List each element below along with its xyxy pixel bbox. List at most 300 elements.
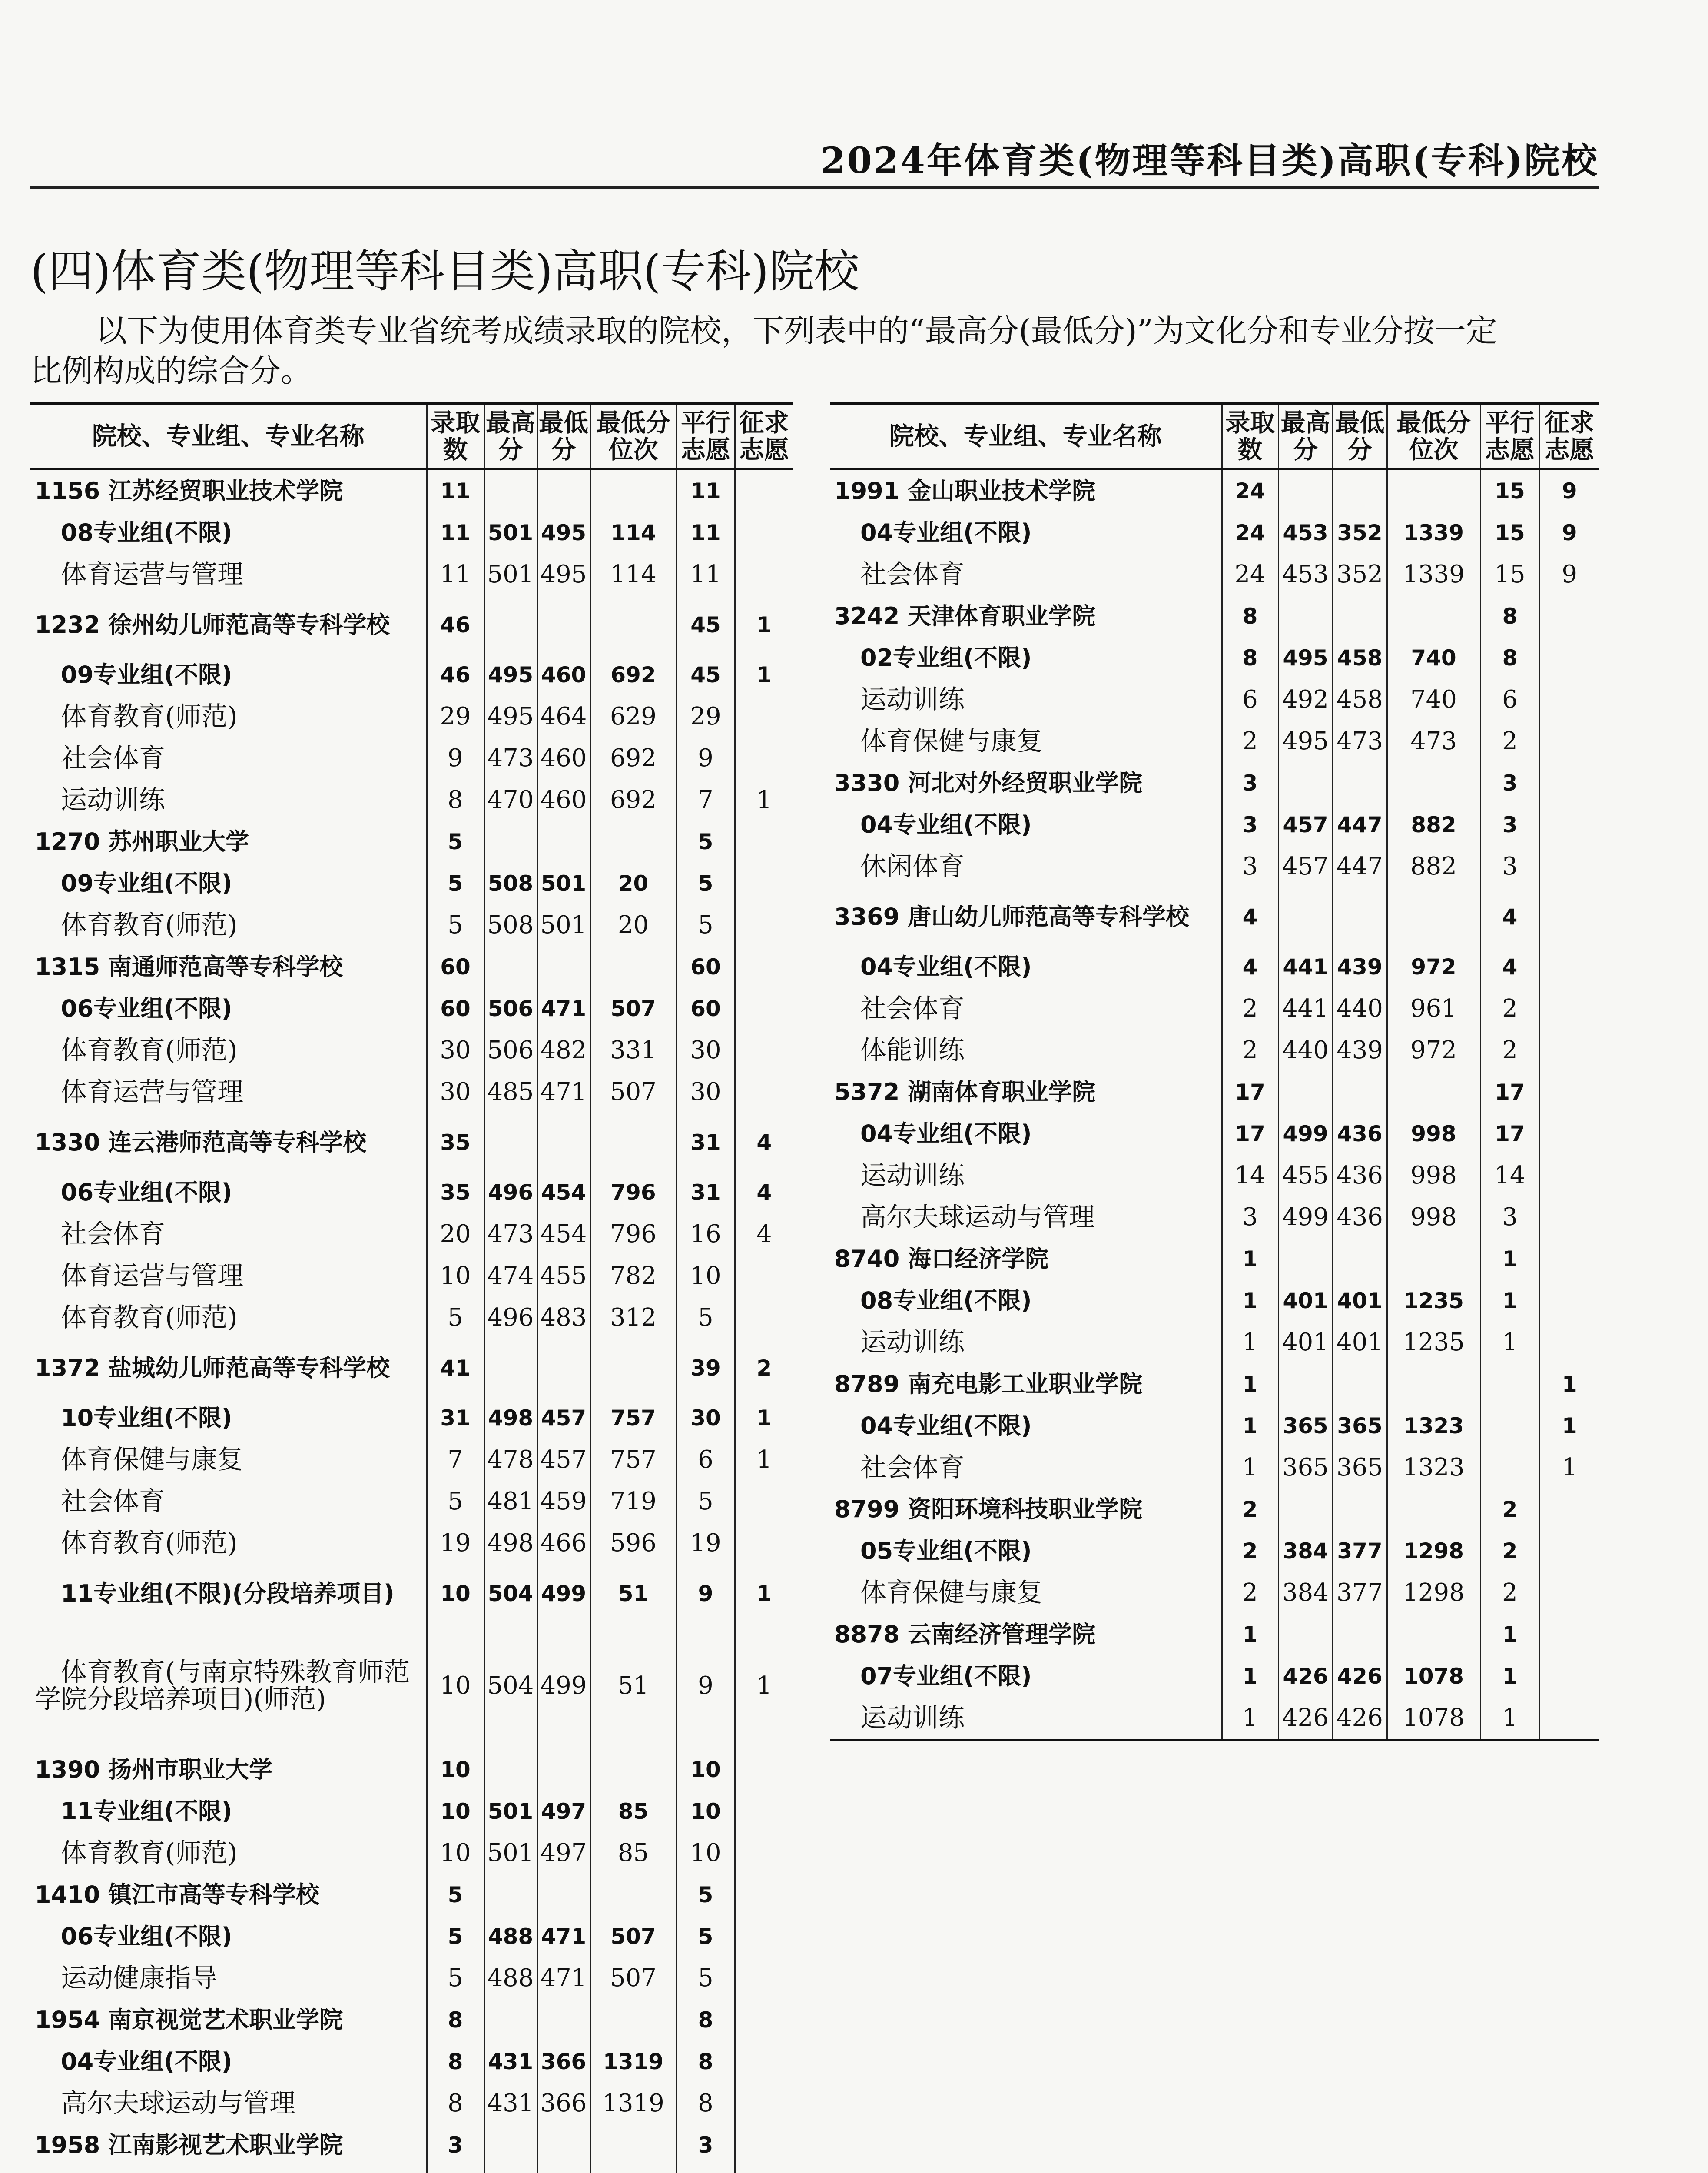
cell-parallel: 5 <box>677 904 735 946</box>
cell-min: 495 <box>537 512 590 554</box>
cell-solicit <box>735 1999 793 2041</box>
cell-solicit: 4 <box>756 1180 772 1205</box>
cell-admit: 11 <box>427 512 484 554</box>
major-row <box>30 1297 793 1339</box>
cell-rank: 507 <box>590 1071 677 1113</box>
cell-max: 498 <box>484 1522 537 1564</box>
cell-min: 501 <box>537 863 590 904</box>
cell-min: 460 <box>537 779 590 821</box>
col-header-name: 院校、专业组、专业名称 <box>30 404 427 469</box>
cell-admit: 1 <box>1222 1697 1278 1740</box>
group-name: 04专业组(不限) <box>830 1405 1222 1447</box>
cell-max: 506 <box>484 988 537 1030</box>
cell-admit: 19 <box>427 1522 484 1564</box>
group-row <box>30 1916 793 1957</box>
school-name: 8799 资阳环境科技职业学院 <box>830 1489 1222 1530</box>
cell-min <box>537 2124 590 2166</box>
cell-max: 504 <box>484 1564 537 1623</box>
cell-admit: 10 <box>427 1255 484 1297</box>
school-row <box>830 1071 1599 1113</box>
cell-parallel: 2 <box>1480 1530 1539 1572</box>
cell-max <box>1278 595 1333 637</box>
cell-solicit: 1 <box>1562 1372 1577 1397</box>
school-name: 1232 徐州幼儿师范高等专科学校 <box>30 595 427 654</box>
cell-admit: 9 <box>427 738 484 779</box>
group-row <box>830 946 1599 988</box>
cell-solicit <box>735 904 793 946</box>
cell-min <box>1333 1363 1387 1405</box>
cell-admit: 5 <box>427 821 484 863</box>
cell-parallel: 11 <box>677 554 735 595</box>
cell-solicit <box>1539 1655 1599 1697</box>
cell-max: 495 <box>1278 721 1333 762</box>
cell-max: 431 <box>484 2083 537 2124</box>
cell-rank: 972 <box>1387 1030 1480 1071</box>
cell-solicit: 1 <box>756 1445 772 1474</box>
cell-min: 457 <box>537 1439 590 1481</box>
cell-solicit: 1 <box>756 1405 772 1431</box>
cell-admit: 8 <box>1222 595 1278 637</box>
cell-min: 366 <box>537 2083 590 2124</box>
cell-parallel: 2 <box>1480 1489 1539 1530</box>
cell-solicit <box>735 863 793 904</box>
cell-max <box>484 2124 537 2166</box>
cell-rank: 692 <box>590 654 677 696</box>
cell-parallel: 10 <box>677 1255 735 1297</box>
cell-parallel: 16 <box>677 1213 735 1255</box>
cell-rank <box>1387 1489 1480 1530</box>
cell-solicit: 1 <box>756 786 772 814</box>
cell-rank: 51 <box>590 1623 677 1749</box>
cell-solicit <box>1539 1614 1599 1655</box>
group-row <box>830 804 1599 846</box>
group-row <box>30 654 793 696</box>
cell-rank: 51 <box>590 1564 677 1623</box>
cell-parallel: 9 <box>677 738 735 779</box>
cell-solicit <box>1539 988 1599 1030</box>
school-row <box>830 595 1599 637</box>
cell-min: 377 <box>1333 1572 1387 1614</box>
cell-max: 453 <box>1278 554 1333 595</box>
cell-max <box>484 1339 537 1397</box>
cell-solicit <box>1539 637 1599 679</box>
cell-admit: 20 <box>427 1213 484 1255</box>
major-row <box>30 1522 793 1564</box>
cell-solicit <box>735 1832 793 1874</box>
col-header-solicit: 征求 志愿 <box>1539 404 1599 469</box>
cell-solicit: 4 <box>756 1130 772 1155</box>
cell-max <box>484 469 537 512</box>
cell-admit: 3 <box>1222 846 1278 887</box>
cell-max: 473 <box>484 738 537 779</box>
group-row <box>830 1113 1599 1155</box>
cell-max: 384 <box>1278 1572 1333 1614</box>
admission-table-right <box>830 402 1599 1741</box>
cell-rank: 1078 <box>1387 1655 1480 1697</box>
cell-max <box>484 1749 537 1791</box>
major-name: 运动训练 <box>830 1697 1222 1740</box>
cell-parallel: 17 <box>1480 1071 1539 1113</box>
cell-rank: 1078 <box>1387 1697 1480 1740</box>
major-name: 体育教育(师范) <box>30 696 427 738</box>
cell-min: 436 <box>1333 1113 1387 1155</box>
cell-solicit <box>1539 1071 1599 1113</box>
cell-rank: 1323 <box>1387 1447 1480 1489</box>
cell-parallel: 15 <box>1480 512 1539 554</box>
major-name: 社会体育 <box>830 988 1222 1030</box>
cell-min: 473 <box>1333 721 1387 762</box>
cell-admit: 17 <box>1222 1113 1278 1155</box>
cell-rank <box>1387 1614 1480 1655</box>
cell-max <box>484 2166 537 2173</box>
school-row <box>830 469 1599 512</box>
major-name: 社会体育 <box>830 1447 1222 1489</box>
school-row <box>30 1749 793 1791</box>
cell-max: 501 <box>484 512 537 554</box>
cell-max <box>1278 1071 1333 1113</box>
cell-solicit <box>1539 762 1599 804</box>
cell-solicit <box>1539 887 1599 946</box>
school-name: 1390 扬州市职业大学 <box>30 1749 427 1791</box>
cell-solicit <box>1539 1155 1599 1196</box>
major-name: 社会体育 <box>30 738 427 779</box>
cell-max <box>1278 1238 1333 1280</box>
cell-rank <box>1387 887 1480 946</box>
cell-min: 365 <box>1333 1447 1387 1489</box>
cell-admit: 31 <box>427 1397 484 1439</box>
col-header-max: 最高 分 <box>484 404 537 469</box>
cell-min: 460 <box>537 654 590 696</box>
cell-min: 499 <box>537 1564 590 1623</box>
cell-solicit <box>1539 595 1599 637</box>
cell-min: 499 <box>537 1623 590 1749</box>
cell-parallel: 1 <box>1480 1322 1539 1363</box>
cell-solicit <box>735 696 793 738</box>
cell-admit: 4 <box>1222 887 1278 946</box>
cell-solicit <box>1539 1113 1599 1155</box>
cell-parallel: 1 <box>1480 1655 1539 1697</box>
cell-min: 458 <box>1333 637 1387 679</box>
cell-admit: 8 <box>427 1999 484 2041</box>
group-row <box>830 1530 1599 1572</box>
cell-solicit: 1 <box>756 612 772 638</box>
cell-min <box>537 821 590 863</box>
cell-admit <box>427 2166 484 2173</box>
cell-admit: 2 <box>1222 1530 1278 1572</box>
cell-parallel: 10 <box>677 1749 735 1791</box>
group-name: 10专业组(不限) <box>30 1397 427 1439</box>
cell-min: 366 <box>537 2041 590 2083</box>
cell-max: 496 <box>484 1172 537 1213</box>
cell-parallel <box>1480 1447 1539 1489</box>
major-row <box>30 1071 793 1113</box>
major-row <box>830 1196 1599 1238</box>
cell-rank: 998 <box>1387 1155 1480 1196</box>
school-row <box>830 762 1599 804</box>
cell-min <box>537 2166 590 2173</box>
cell-rank: 85 <box>590 1791 677 1832</box>
cell-admit: 10 <box>427 1832 484 1874</box>
cell-solicit <box>1539 1530 1599 1572</box>
cell-solicit <box>1539 721 1599 762</box>
cell-parallel: 5 <box>677 863 735 904</box>
school-name: 3242 天津体育职业学院 <box>830 595 1222 637</box>
cell-admit: 5 <box>427 863 484 904</box>
cell-min: 471 <box>537 1916 590 1957</box>
cell-solicit: 1 <box>1562 1453 1578 1482</box>
school-row <box>830 1614 1599 1655</box>
cell-min: 426 <box>1333 1697 1387 1740</box>
cell-admit: 5 <box>427 1957 484 1999</box>
cell-rank: 20 <box>590 863 677 904</box>
cell-admit: 2 <box>1222 721 1278 762</box>
col-header-parallel: 平行 志愿 <box>1480 404 1539 469</box>
cell-solicit: 1 <box>756 1581 772 1606</box>
school-name: 8740 海口经济学院 <box>830 1238 1222 1280</box>
cell-solicit <box>735 1957 793 1999</box>
cell-solicit <box>1539 1572 1599 1614</box>
cell-rank: 796 <box>590 1213 677 1255</box>
major-row <box>30 1255 793 1297</box>
school-name: 1410 镇江市高等专科学校 <box>30 1874 427 1916</box>
cell-admit: 7 <box>427 1439 484 1481</box>
cell-parallel: 5 <box>677 1481 735 1522</box>
cell-max: 495 <box>484 696 537 738</box>
cell-max: 440 <box>1278 1030 1333 1071</box>
school-name: 1958 江南影视艺术职业学院 <box>30 2124 427 2166</box>
major-row <box>30 1957 793 1999</box>
major-name: 体育教育(与南京特殊教育师范学院分段培养项目)(师范) <box>30 1623 427 1749</box>
major-name: 运动健康指导 <box>30 1957 427 1999</box>
group-name: 07专业组(不限) <box>830 1655 1222 1697</box>
cell-min: 457 <box>537 1397 590 1439</box>
cell-min: 436 <box>1333 1155 1387 1196</box>
cell-min: 439 <box>1333 946 1387 988</box>
cell-min <box>1333 762 1387 804</box>
cell-solicit <box>1539 1280 1599 1322</box>
running-header-title: 2024年体育类(物理等科目类)高职(专科)院校 <box>820 140 1599 182</box>
cell-admit: 5 <box>427 1916 484 1957</box>
cell-max <box>1278 762 1333 804</box>
cell-rank: 692 <box>590 779 677 821</box>
group-row <box>30 2041 793 2083</box>
cell-admit: 60 <box>427 988 484 1030</box>
cell-admit: 11 <box>427 554 484 595</box>
cell-parallel: 5 <box>677 1916 735 1957</box>
major-name: 体育运营与管理 <box>30 1255 427 1297</box>
cell-admit: 24 <box>1222 554 1278 595</box>
cell-admit: 8 <box>1222 637 1278 679</box>
cell-parallel: 30 <box>677 1030 735 1071</box>
school-name: 1156 江苏经贸职业技术学院 <box>30 469 427 512</box>
cell-admit: 29 <box>427 696 484 738</box>
group-name: 04专业组(不限) <box>830 946 1222 988</box>
cell-rank <box>590 1874 677 1916</box>
cell-parallel: 6 <box>1480 679 1539 721</box>
cell-admit: 5 <box>427 1297 484 1339</box>
cell-parallel: 45 <box>677 654 735 696</box>
cell-parallel: 15 <box>1480 469 1539 512</box>
cell-solicit <box>735 1522 793 1564</box>
cell-rank <box>590 2166 677 2173</box>
cell-max: 492 <box>1278 679 1333 721</box>
cell-admit: 2 <box>1222 1489 1278 1530</box>
cell-admit: 1 <box>1222 1322 1278 1363</box>
cell-max: 501 <box>484 554 537 595</box>
cell-max: 431 <box>484 2041 537 2083</box>
group-name: 02专业组(不限) <box>830 637 1222 679</box>
cell-min: 460 <box>537 738 590 779</box>
cell-parallel: 10 <box>677 1791 735 1832</box>
cell-min <box>537 1113 590 1172</box>
major-name: 运动训练 <box>830 1155 1222 1196</box>
cell-rank: 1298 <box>1387 1572 1480 1614</box>
cell-admit: 14 <box>1222 1155 1278 1196</box>
cell-min: 483 <box>537 1297 590 1339</box>
cell-parallel: 2 <box>1480 1030 1539 1071</box>
major-name: 体育保健与康复 <box>830 721 1222 762</box>
major-row <box>830 721 1599 762</box>
cell-min <box>537 1874 590 1916</box>
cell-max: 457 <box>1278 804 1333 846</box>
cell-rank: 20 <box>590 904 677 946</box>
major-row <box>30 1213 793 1255</box>
group-name: 04专业组(不限) <box>830 1113 1222 1155</box>
cell-parallel: 9 <box>677 1564 735 1623</box>
cell-solicit <box>735 1030 793 1071</box>
cell-solicit: 9 <box>1562 560 1578 588</box>
cell-solicit <box>1539 804 1599 846</box>
cell-rank <box>590 469 677 512</box>
cell-min: 495 <box>537 554 590 595</box>
cell-max <box>484 946 537 988</box>
school-row <box>830 887 1599 946</box>
cell-admit: 1 <box>1222 1447 1278 1489</box>
cell-rank <box>590 1113 677 1172</box>
group-name: 11专业组(不限) <box>30 1791 427 1832</box>
cell-min: 466 <box>537 1522 590 1564</box>
cell-max: 501 <box>484 1832 537 1874</box>
cell-solicit: 2 <box>756 1355 772 1381</box>
cell-admit: 2 <box>1222 1030 1278 1071</box>
cell-rank: 796 <box>590 1172 677 1213</box>
cell-min <box>537 469 590 512</box>
cell-parallel: 8 <box>677 2041 735 2083</box>
cell-max: 441 <box>1278 988 1333 1030</box>
cell-admit: 35 <box>427 1113 484 1172</box>
cell-parallel: 1 <box>1480 1280 1539 1322</box>
cell-solicit <box>1539 946 1599 988</box>
group-name: 06专业组(不限) <box>30 1172 427 1213</box>
cell-max: 508 <box>484 863 537 904</box>
school-row <box>830 1489 1599 1530</box>
cell-max: 470 <box>484 779 537 821</box>
cell-parallel: 14 <box>1480 1155 1539 1196</box>
cell-rank: 998 <box>1387 1196 1480 1238</box>
cell-rank <box>1387 762 1480 804</box>
cell-parallel: 11 <box>677 512 735 554</box>
cell-rank <box>1387 1363 1480 1405</box>
cell-max: 474 <box>484 1255 537 1297</box>
cell-min: 454 <box>537 1172 590 1213</box>
major-row <box>830 988 1599 1030</box>
col-header-name: 院校、专业组、专业名称 <box>830 404 1222 469</box>
cell-parallel: 7 <box>677 779 735 821</box>
col-header-rank: 最低分 位次 <box>1387 404 1480 469</box>
cell-max <box>484 595 537 654</box>
cell-parallel: 1 <box>1480 1238 1539 1280</box>
group-row <box>30 512 793 554</box>
cell-solicit <box>735 2124 793 2166</box>
cell-admit: 11 <box>427 469 484 512</box>
cell-admit: 1 <box>1222 1655 1278 1697</box>
school-row <box>30 1113 793 1172</box>
cell-max: 401 <box>1278 1322 1333 1363</box>
school-name: 1991 金山职业技术学院 <box>830 469 1222 512</box>
cell-admit: 4 <box>1222 946 1278 988</box>
group-row <box>30 988 793 1030</box>
major-row <box>830 1697 1599 1740</box>
cell-rank: 740 <box>1387 679 1480 721</box>
cell-solicit <box>735 1297 793 1339</box>
major-name: 高尔夫球运动与管理 <box>30 2083 427 2124</box>
cell-rank: 1298 <box>1387 1530 1480 1572</box>
cell-parallel: 10 <box>677 1832 735 1874</box>
cell-rank: 961 <box>1387 988 1480 1030</box>
cell-min: 464 <box>537 696 590 738</box>
cell-admit: 24 <box>1222 469 1278 512</box>
cell-min: 455 <box>537 1255 590 1297</box>
major-row <box>30 1030 793 1071</box>
cell-min: 482 <box>537 1030 590 1071</box>
cell-max: 499 <box>1278 1113 1333 1155</box>
major-name: 体育运营与管理 <box>30 554 427 595</box>
cell-rank: 473 <box>1387 721 1480 762</box>
group-name: 04专业组(不限) <box>30 2041 427 2083</box>
cell-min: 377 <box>1333 1530 1387 1572</box>
group-row <box>30 1397 793 1439</box>
major-row <box>830 1155 1599 1196</box>
cell-parallel: 2 <box>1480 1572 1539 1614</box>
cell-admit: 3 <box>1222 1196 1278 1238</box>
cell-max: 504 <box>484 1623 537 1749</box>
col-header-admit: 录取 数 <box>427 404 484 469</box>
cell-solicit <box>735 1749 793 1791</box>
cell-max: 401 <box>1278 1280 1333 1322</box>
cell-min <box>537 1749 590 1791</box>
cell-rank: 312 <box>590 1297 677 1339</box>
cell-rank: 882 <box>1387 846 1480 887</box>
cell-rank: 757 <box>590 1397 677 1439</box>
cell-rank: 114 <box>590 554 677 595</box>
cell-max: 473 <box>484 1213 537 1255</box>
cell-min: 501 <box>537 904 590 946</box>
group-name: 11专业组(不限)(分段培养项目) <box>30 1564 427 1623</box>
cell-solicit <box>735 512 793 554</box>
cell-rank: 507 <box>590 1957 677 1999</box>
cell-solicit <box>1539 1489 1599 1530</box>
section-intro: 以下为使用体育类专业省统考成绩录取的院校，下列表中的“最高分(最低分)”为文化分和专业分按一定比例构成的综合分。 <box>30 312 1497 389</box>
cell-rank: 782 <box>590 1255 677 1297</box>
cell-parallel: 2 <box>1480 988 1539 1030</box>
cell-solicit: 4 <box>756 1220 772 1248</box>
cell-solicit <box>1539 1697 1599 1740</box>
cell-parallel: 1 <box>1480 1697 1539 1740</box>
cell-parallel <box>677 2166 735 2173</box>
school-row <box>830 1238 1599 1280</box>
cell-parallel <box>1480 1363 1539 1405</box>
cell-max <box>1278 1363 1333 1405</box>
